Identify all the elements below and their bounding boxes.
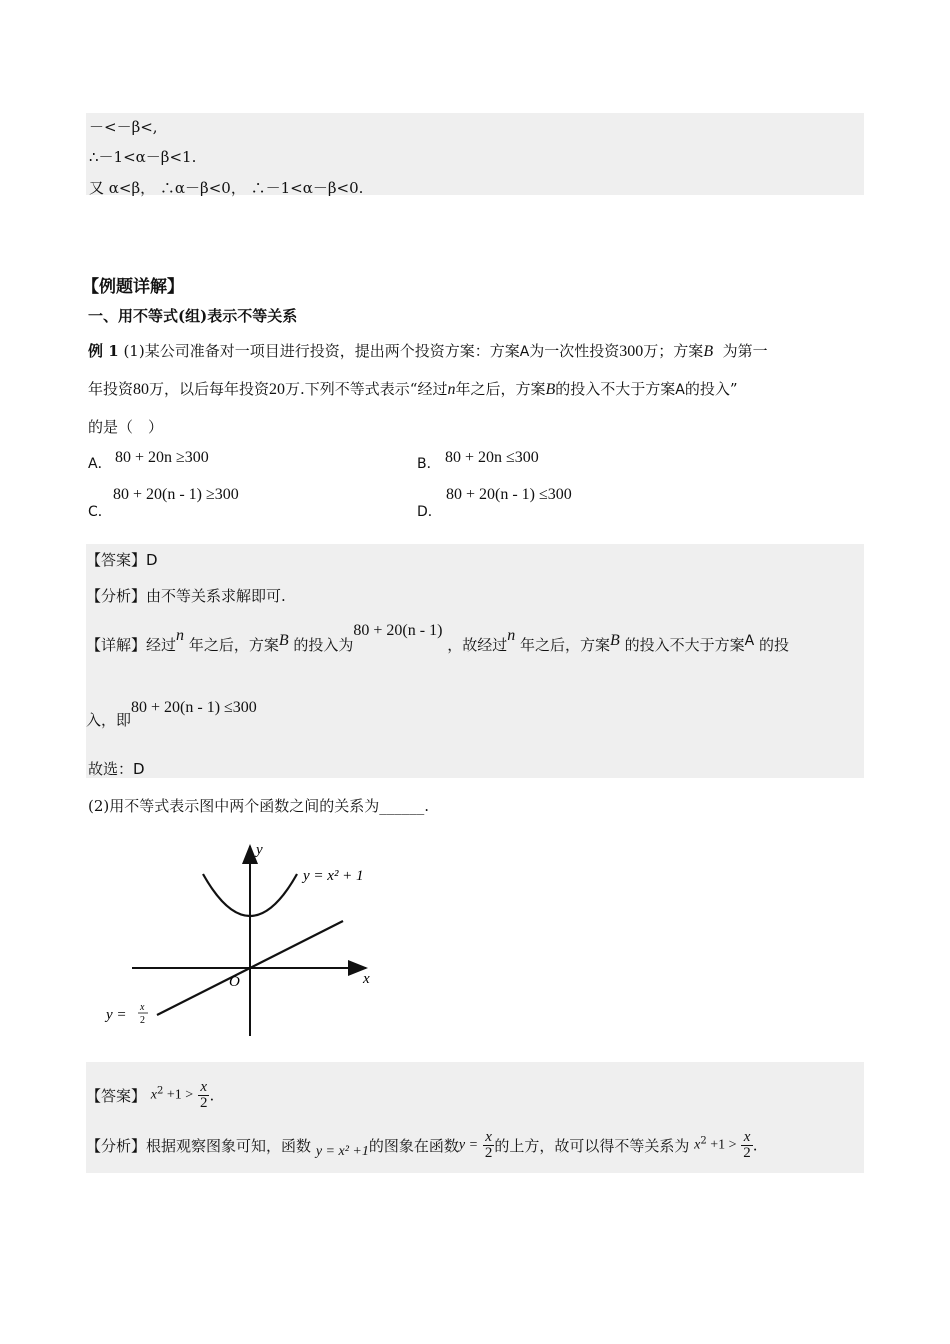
line-label-den: 2 <box>140 1015 145 1026</box>
example1-text-2: 为一次性投资 <box>529 342 620 360</box>
detail-1-row: 【详解】经过n 年之后，方案B 的投入为80 + 20(n - 1) ，故经过n 年之后，方案B 的投入不大于方案A 的投 <box>86 622 789 654</box>
option-c-expr[interactable]: 80 + 20(n - 1) ≥300 <box>113 486 239 503</box>
analysis-2-fraction: $\frac{x}{2}$ <box>743 1129 751 1161</box>
function-2-fraction: $\frac{x}{2}$ <box>484 1129 493 1161</box>
answer-2-row: 【答案】 $x^2 +1$ > $\frac{x}{2}$ . <box>86 1079 215 1111</box>
num-20: 20 <box>269 381 286 398</box>
example1-line2: 年投资80万，以后每年投资20万.下列不等式表示“经过n年之后，方案B的投入不大于方案A的投入” <box>88 380 738 398</box>
answer-2-fraction: $\frac{x}{2}$ <box>199 1079 208 1111</box>
num-80: 80 <box>133 381 150 398</box>
var-A: A <box>519 344 530 360</box>
example1-line1 <box>88 340 768 361</box>
option-a-letter[interactable]: A． <box>88 456 112 472</box>
curve-label: y = x² + 1 <box>303 868 364 884</box>
line-label-prefix: y = <box>106 1007 127 1023</box>
function-1: y = x² +1 <box>315 1143 369 1159</box>
option-b-expr[interactable]: 80 + 20n ≤300 <box>445 449 539 466</box>
top-line-3: 又 α<β， ∴α－β<0， ∴－1<α－β<0. <box>89 179 364 197</box>
var-B-2: B <box>545 381 556 398</box>
section-subheading: 一、用不等式(组)表示不等关系 <box>88 307 298 325</box>
top-line-2: ∴－1<α－β<1. <box>89 148 197 166</box>
detail-expr-2: 80 + 20(n - 1) ≤300 <box>131 699 257 716</box>
num-300: 300 <box>619 343 644 360</box>
y-axis-label: y <box>256 842 263 858</box>
example1-text-3: 万；方案 <box>643 342 704 360</box>
function-graph <box>100 838 400 1043</box>
option-d-expr[interactable]: 80 + 20(n - 1) ≤300 <box>446 486 572 503</box>
var-A-2: A <box>675 382 685 398</box>
example-label: 例 1 <box>88 342 119 360</box>
choice-1-row: 故选：D <box>88 760 145 778</box>
x-axis-label: x <box>363 971 370 987</box>
example1-part2: (2)用不等式表示图中两个函数之间的关系为______. <box>88 797 430 815</box>
option-b-letter[interactable]: B． <box>417 456 441 472</box>
answer-shade-1 <box>86 544 864 778</box>
detail-expr-1: 80 + 20(n - 1) <box>353 622 443 639</box>
analysis-2-row: 【分析】根据观察图象可知，函数 y = x² +1的图象在函数y = $\frac{x}{2}$ 的上方，故可以得不等关系为 $x^2 +1$ > $\frac{x}{2}$ . <box>86 1129 758 1161</box>
analysis-1-row: 【分析】由不等关系求解即可. <box>86 587 286 605</box>
line-label-num: x <box>140 1002 145 1013</box>
option-a-expr[interactable]: 80 + 20n ≥300 <box>115 449 209 466</box>
option-c-letter[interactable]: C． <box>88 504 112 520</box>
var-B: B <box>703 343 714 360</box>
option-d-letter[interactable]: D． <box>417 504 442 520</box>
var-n: n <box>447 381 456 398</box>
section-heading: 【例题详解】 <box>82 277 184 297</box>
answer-1-row: 【答案】D <box>86 551 158 569</box>
origin-label: O <box>229 974 240 990</box>
top-line-1: －<－β<, <box>89 118 158 136</box>
example1-text-1: (1)某公司准备对一项目进行投资，提出两个投资方案：方案 <box>118 342 520 360</box>
detail-1-line2: 入，即80 + 20(n - 1) ≤300 <box>86 699 257 729</box>
answer-1-value: D <box>146 551 158 569</box>
example1-text-4: 为第一 <box>722 342 768 360</box>
example1-line3: 的是（ ） <box>88 418 164 436</box>
